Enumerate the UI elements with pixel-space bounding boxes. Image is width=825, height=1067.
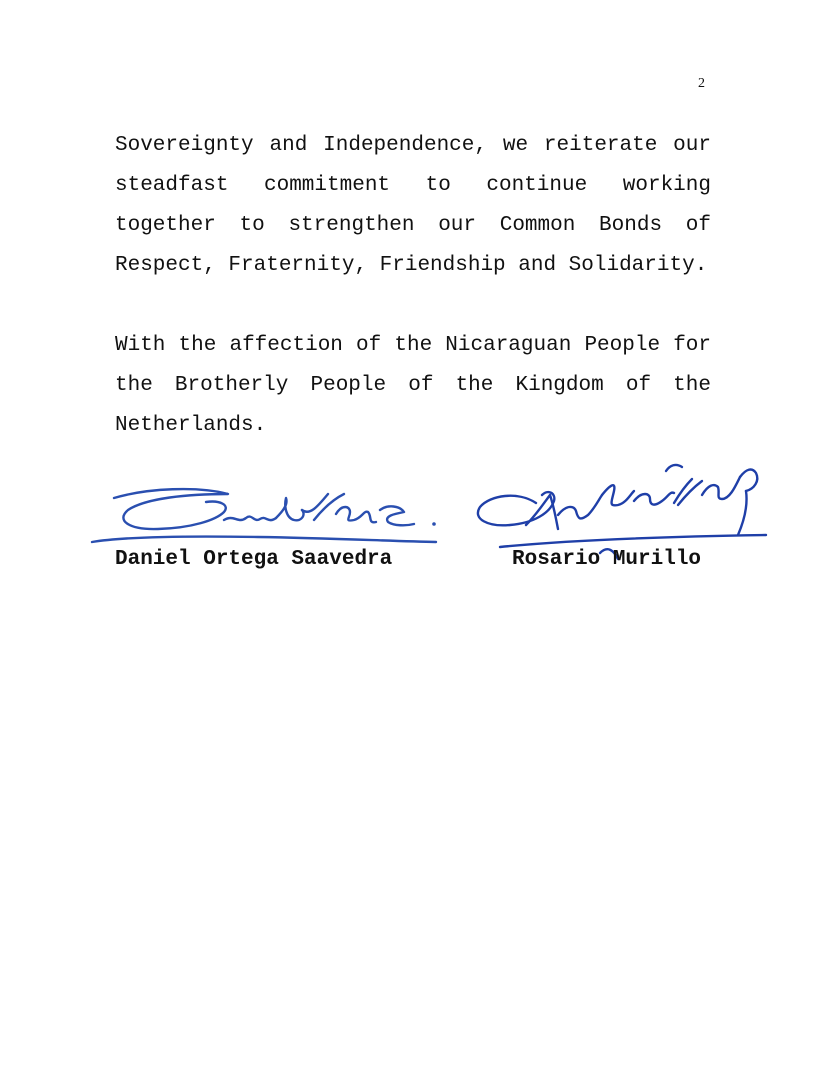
page-number: 2 xyxy=(698,76,705,91)
signer-name-ortega: Daniel Ortega Saavedra xyxy=(115,548,393,571)
body-paragraph-1: Sovereignty and Independence, we reiterate our steadfast commitment to continue working together to strengthen our Common Bonds of Respect, Fraternity, Friendship and Solidarity. xyxy=(115,134,711,277)
signer-name-murillo: Rosario Murillo xyxy=(512,548,702,571)
signature-ortega xyxy=(88,480,448,555)
body-paragraph-2: With the affection of the Nicaraguan People for the Brotherly People of the Kingdom of the Netherlands. xyxy=(115,334,711,437)
